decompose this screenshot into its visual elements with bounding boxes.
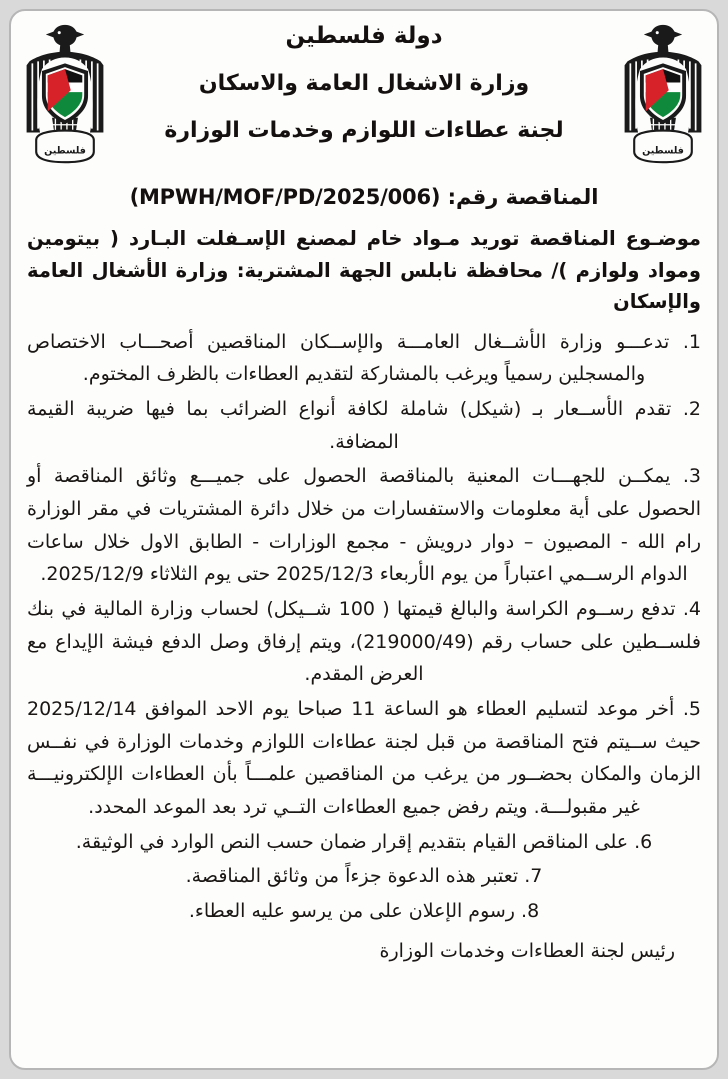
document-header [11, 11, 717, 179]
header-titles [11, 25, 717, 142]
svg-text:فلسطين: فلسطين [642, 145, 684, 157]
tender-number-line [41, 185, 687, 209]
svg-text:فلسطين: فلسطين [44, 145, 86, 157]
clause-item: 2. تقدم الأســعار بـ (شيكل) شاملة لكافة أنواع الضرائب بما فيها ضريبة القيمة المضافة. [27, 398, 701, 453]
clause-item: 3. يمكــن للجهـــات المعنية بالمناقصة الحصول على جميـــع وثائق المناقصة أو الحصول على أية معلومات والاستفسارات من خلال دائرة المشتريات في مقر الوزارة رام الله - المصيون – دوار درويش - مجمع الوزارات - الطابق الاول خلال ساعات الدوام الرســمي اعتباراً من يوم الأربعاء 2025/12/3 حتى يوم الثلاثاء 2025/12/9. [27, 465, 701, 586]
clause-item: 1. تدعـــو وزارة الأشــغال العامـــة والإســكان المناقصين أصحـــاب الاختصاص والمسجلين رسمياً ويرغب بالمشاركة لتقديم العطاءات بالظرف المختوم. [27, 330, 701, 386]
clause-item: 8. رسوم الإعلان على من يرسو عليه العطاء. [188, 900, 540, 923]
clause-item: 4. تدفع رســوم الكراسة والبالغ قيمتها ( 100 شــيكل) لحساب وزارة المالية في بنك فلســطين على حساب رقم (219000/49)، ويتم إرفاق وصل الدفع فيشة الإيداع مع العرض المقدم. [27, 598, 702, 686]
clause-list [27, 326, 701, 928]
clause-item: 7. تعتبر هذه الدعوة جزءاً من وثائق المناقصة. [185, 865, 543, 888]
tender-number-label: المناقصة رقم: [447, 185, 599, 209]
clause-item: 5. أخر موعد لتسليم العطاء هو الساعة 11 صباحا يوم الاحد الموافق 2025/12/14 حيث ســيتم فتح المناقصة من قبل لجنة عطاءات اللوازم وخدمات الوزارة في نفــس الزمان والمكان بحضــور من يرغب من المناقصين علمـــاً بأن العطاءات الإلكترونيـــة غير مقبولـــة. ويتم رفض جميع العطاءات التــي ترد بعد الموعد المحدد. [27, 698, 701, 819]
tender-document-card [9, 9, 719, 1070]
signature-line: رئيس لجنة العطاءات وخدمات الوزارة [379, 939, 675, 962]
clause-item: 6. على المناقص القيام بتقديم إقرار ضمان حسب النص الوارد في الوثيقة. [75, 830, 653, 853]
tender-subject: موضـوع المناقصة توريد مـواد خام لمصنع الإسـفلت البـارد ( بيتومين ومواد ولوازم )/ محافظة نابلس الجهة المشترية: وزارة الأشغال العامة والإسكان [27, 227, 701, 314]
tender-number-code: (MPWH/MOF/PD/2025/006) [129, 185, 441, 209]
state-name: دولة فلسطين [285, 23, 443, 49]
ministry-name: وزارة الاشغال العامة والاسكان [198, 71, 530, 96]
committee-name: لجنة عطاءات اللوازم وخدمات الوزارة [164, 118, 564, 143]
